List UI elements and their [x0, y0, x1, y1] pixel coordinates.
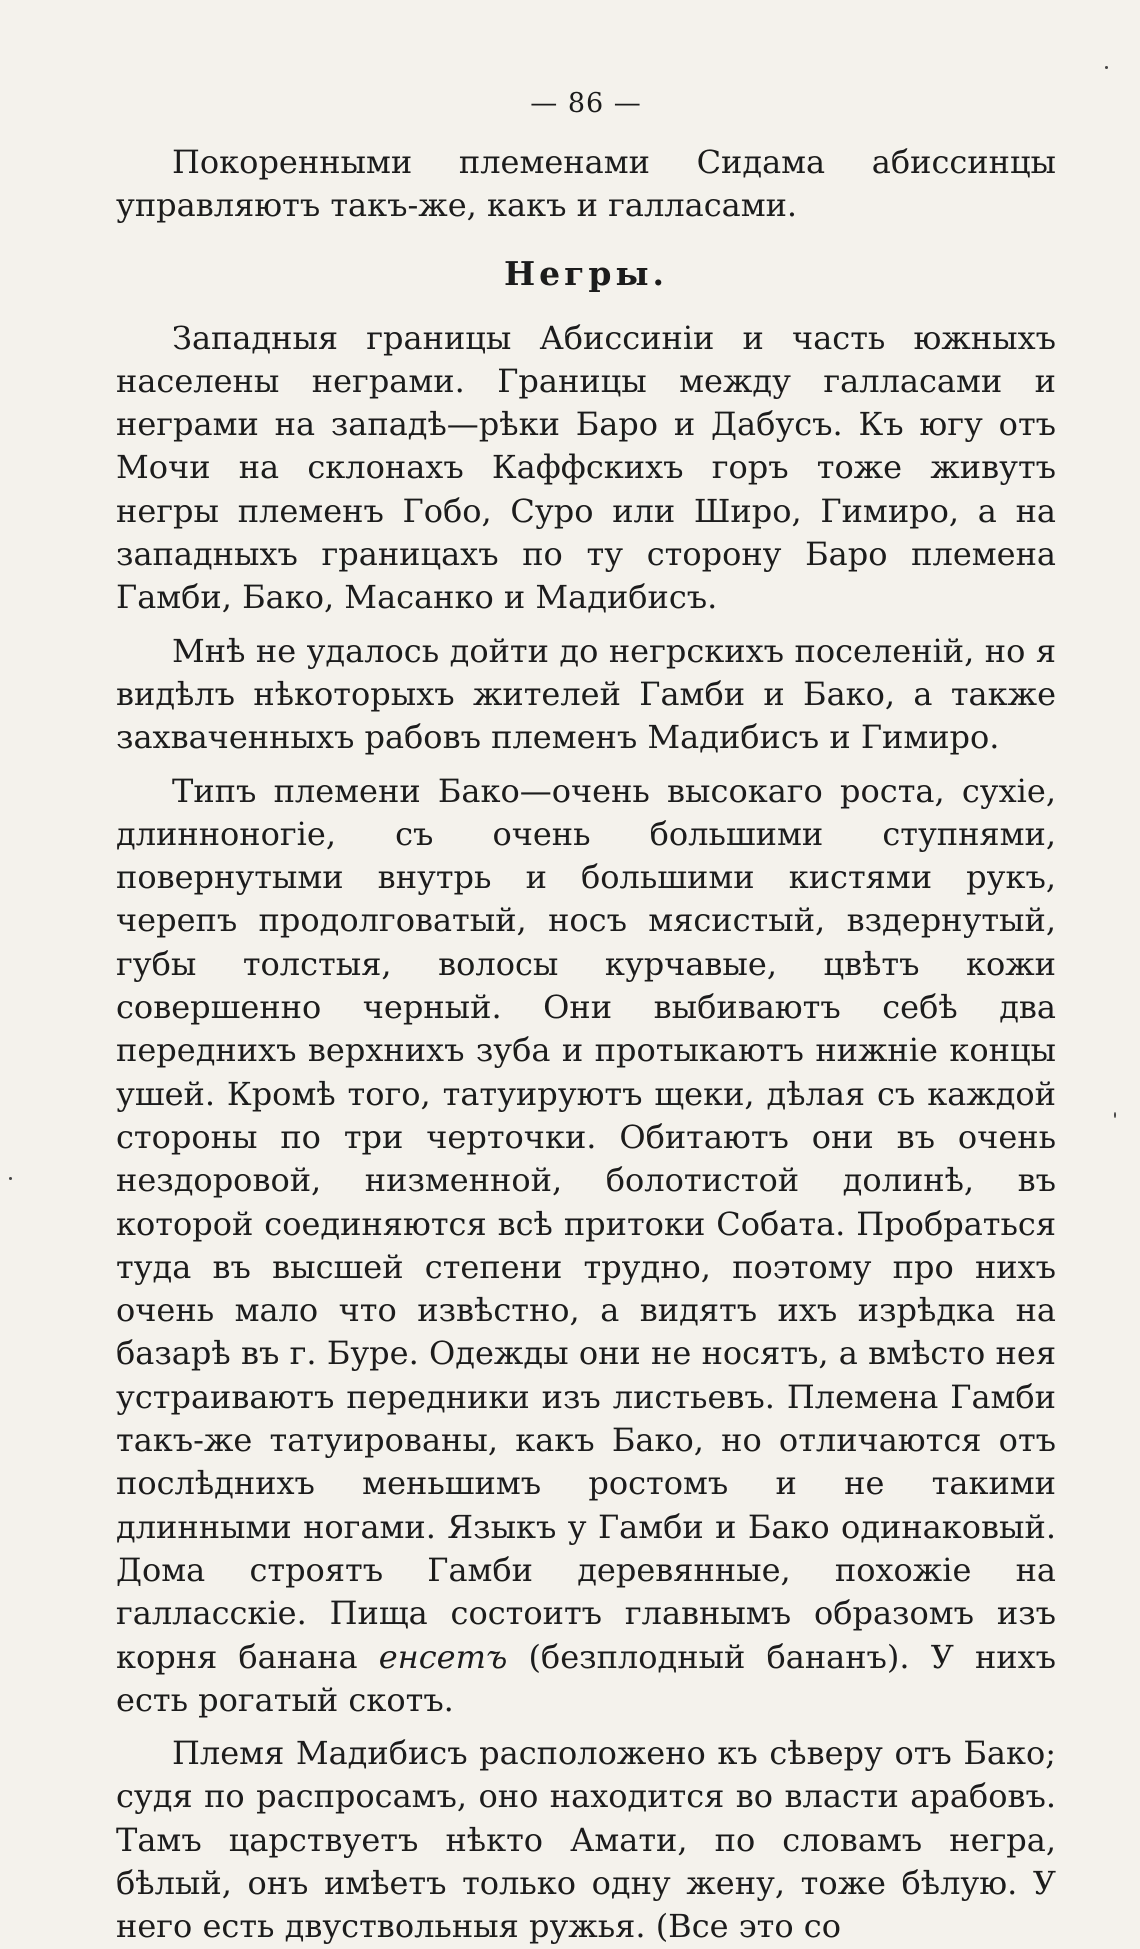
paragraph-observed: Мнѣ не удалось дойти до негрскихъ поселеній, но я видѣлъ нѣкоторыхъ жителей Гамби и Бако, а также захваченныхъ рабовъ племенъ Мадибисъ и Гимиро. [116, 631, 1056, 757]
paragraph-bako-tail: (безплодный бананъ). У нихъ есть рогатый скотъ. [116, 1637, 1057, 1719]
paragraph-bako-text: Типъ племени Бако—очень высокаго роста, сухіе, длинноногіе, съ очень большими ступнями, повернутыми внутрь и большими кистями рукъ, черепъ продолговатый, носъ мясистый, вздернутый, губы толстыя, волосы курчавые, цвѣтъ кожи совершенно черный. Они выбиваютъ себѣ два переднихъ верхнихъ зуба и протыкаютъ нижніе концы ушей. Кромѣ того, татуируютъ щеки, дѣлая съ каждой стороны по три черточки. Обитаютъ они въ очень нездоровой, низменной, болотистой долинѣ, въ которой соединяются всѣ притоки Собата. Пробраться туда въ высшей степени трудно, поэтому про нихъ очень мало что извѣстно, а видятъ ихъ изрѣдка на базарѣ въ г. Буре. Одежды они не носятъ, а вмѣсто нея устраиваютъ передники изъ листьевъ. Племена Гамби такъ-же татуированы, какъ Бако, но отличаются отъ послѣднихъ меньшимъ ростомъ и не такими длинными ногами. Языкъ у Гамби и Бако одинаковый. Дома строятъ Гамби деревянные, похожіе на галласскіе. Пища состоитъ главнымъ образомъ изъ корня банана [116, 771, 1056, 1676]
paragraph-intro: Покоренными племенами Сидама абиссинцы управляютъ такъ-же, какъ и галласами. [116, 143, 1056, 225]
page-number: — 86 — [530, 88, 642, 119]
section-title: Негры. [503, 253, 669, 293]
italic-term: енсетъ [378, 1637, 508, 1676]
scan-speck [9, 1177, 12, 1180]
paragraph-borders: Западныя границы Абиссиніи и часть южныхъ населены неграми. Границы между галласами и неграми на западѣ—рѣки Баро и Дабусъ. Къ югу отъ Мочи на склонахъ Каффскихъ горъ тоже живутъ негры племенъ Гобо, Суро или Широ, Гимиро, а на западныхъ границахъ по ту сторону Баро племена Гамби, Бако, Масанко и Мадибисъ. [116, 318, 1056, 617]
scan-speck [1105, 66, 1108, 69]
scan-speck [1114, 1112, 1116, 1118]
paragraph-madibis: Племя Мадибисъ расположено къ сѣверу отъ Бако; судя по распросамъ, оно находится во власти арабовъ. Тамъ царствуетъ нѣкто Амати, по словамъ негра, бѣлый, онъ имѣетъ только одну жену, тоже бѣлую. У него есть двуствольныя ружья. (Все это со [116, 1734, 1056, 1946]
paragraph-bako-type [116, 770, 1056, 1723]
document-page [116, 88, 1056, 1949]
